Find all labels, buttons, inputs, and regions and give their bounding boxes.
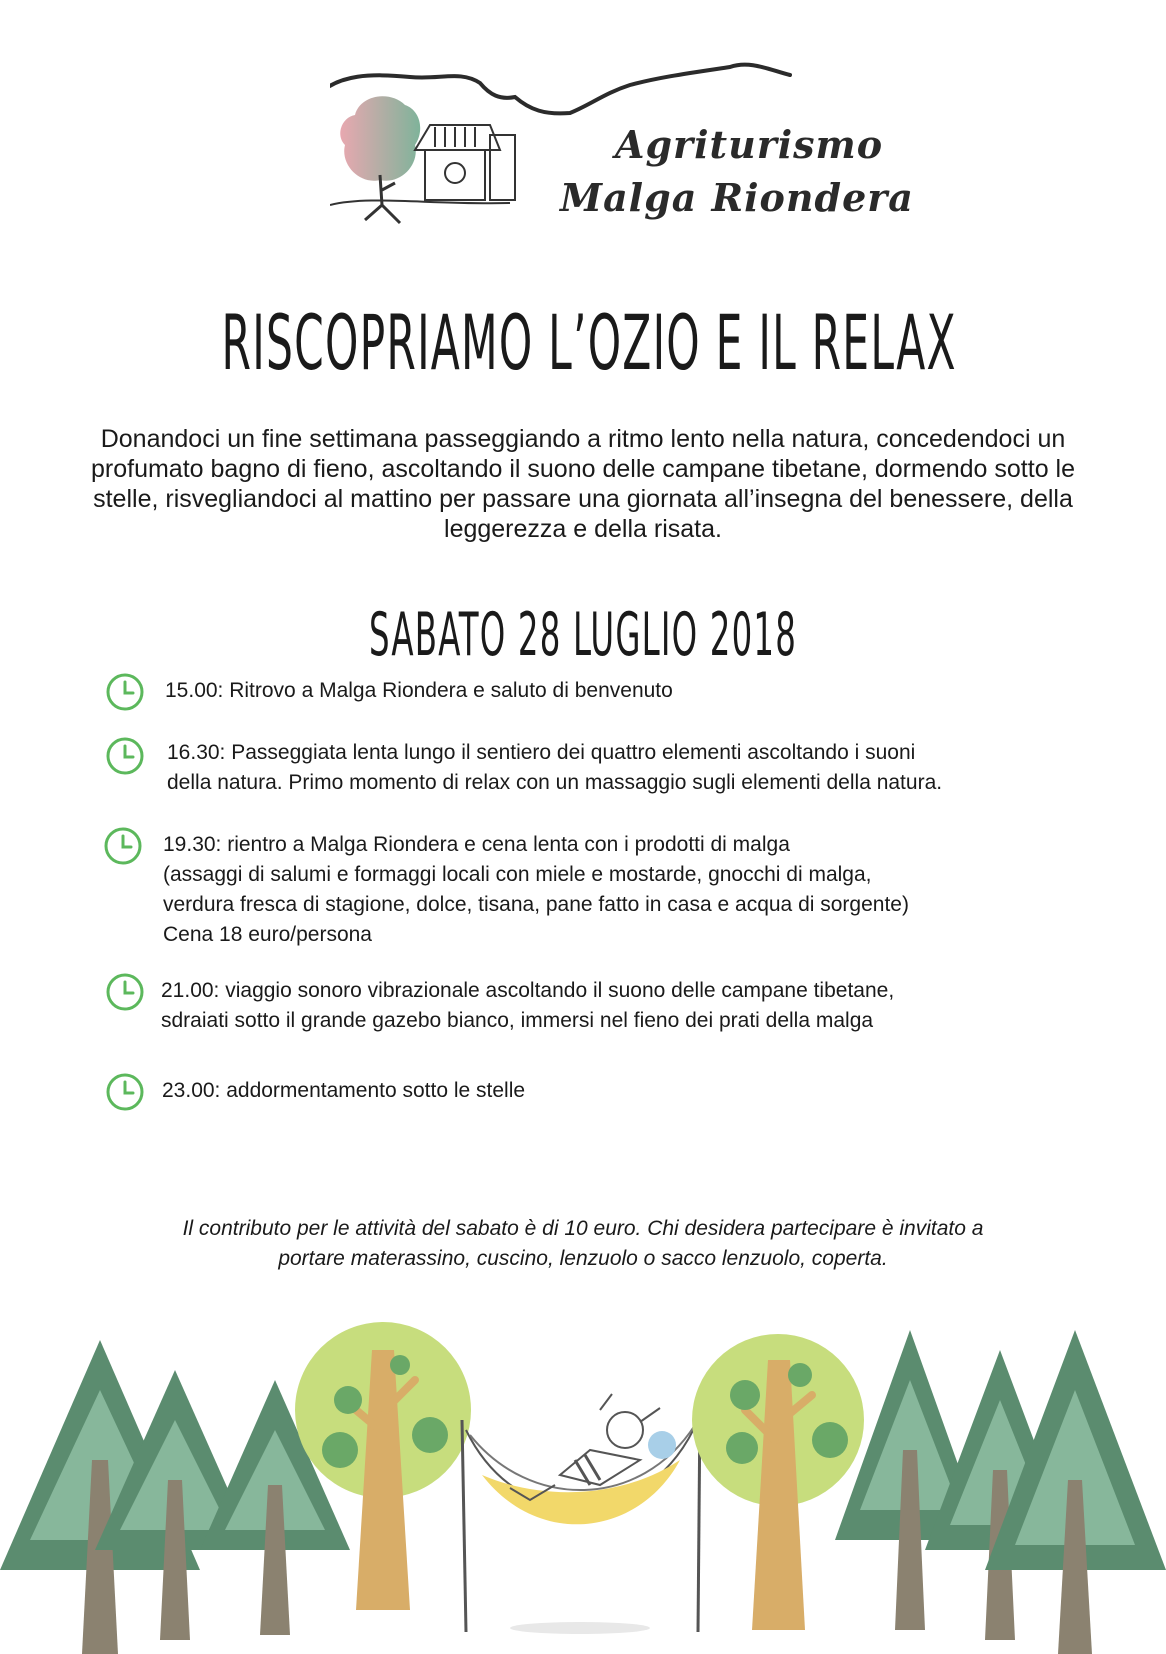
schedule-line: 23.00: addormentamento sotto le stelle	[162, 1079, 526, 1102]
intro-paragraph: Donandoci un fine settimana passeggiando a ritmo lento nella natura, concedendoci un profumato bagno di fieno, ascoltando il suono delle campane tibetane, dormendo sotto le stelle, risvegliandoci al mattino per passare una giornata all’insegna del benessere, della leggerezza e della risata.	[91, 425, 1075, 543]
schedule-line: verdura fresca di stagione, dolce, tisana, pane fatto in casa e acqua di sorgente)	[163, 893, 909, 916]
note-line: Il contributo per le attività del sabato è di 10 euro. Chi desidera partecipare è invitato a	[182, 1217, 984, 1240]
schedule-line: 19.30: rientro a Malga Riondera e cena lenta con i prodotti di malga	[163, 833, 790, 856]
clock-icon	[105, 1072, 145, 1112]
event-date: SABATO 28 LUGLIO 2018	[368, 600, 798, 670]
schedule-line: (assaggi di salumi e formaggi locali con miele e mostarde, gnocchi di malga,	[163, 863, 872, 886]
forest-illustration	[0, 1310, 1166, 1654]
schedule-line: Cena 18 euro/persona	[163, 923, 372, 946]
page-title: RISCOPRIAMO L’OZIO E IL RELAX	[221, 298, 957, 387]
tree-icon	[340, 96, 420, 223]
schedule-line: 21.00: viaggio sonoro vibrazionale ascoltando il suono delle campane tibetane,	[161, 979, 895, 1002]
clock-icon	[103, 826, 143, 866]
schedule-line: 15.00: Ritrovo a Malga Riondera e saluto di benvenuto	[165, 679, 673, 702]
round-tree-icon	[295, 1322, 471, 1610]
brand-line-2: Malga Riondera	[560, 175, 914, 220]
schedule-line: della natura. Primo momento di relax con un massaggio sugli elementi della natura.	[167, 771, 943, 794]
schedule-line: sdraiati sotto il grande gazebo bianco, immersi nel fieno dei prati della malga	[161, 1009, 874, 1032]
clock-icon	[105, 736, 145, 776]
hammock-person-icon	[462, 1394, 700, 1634]
participation-note	[90, 1214, 1076, 1274]
note-line: portare materassino, cuscino, lenzuolo o sacco lenzuolo, coperta.	[278, 1247, 888, 1270]
round-tree-icon	[692, 1334, 864, 1630]
brand-line-1: Agriturismo	[615, 122, 884, 167]
schedule-line: 16.30: Passeggiata lenta lungo il sentiero dei quattro elementi ascoltando i suoni	[167, 741, 916, 764]
clock-icon	[105, 972, 145, 1012]
clock-icon	[105, 672, 145, 712]
